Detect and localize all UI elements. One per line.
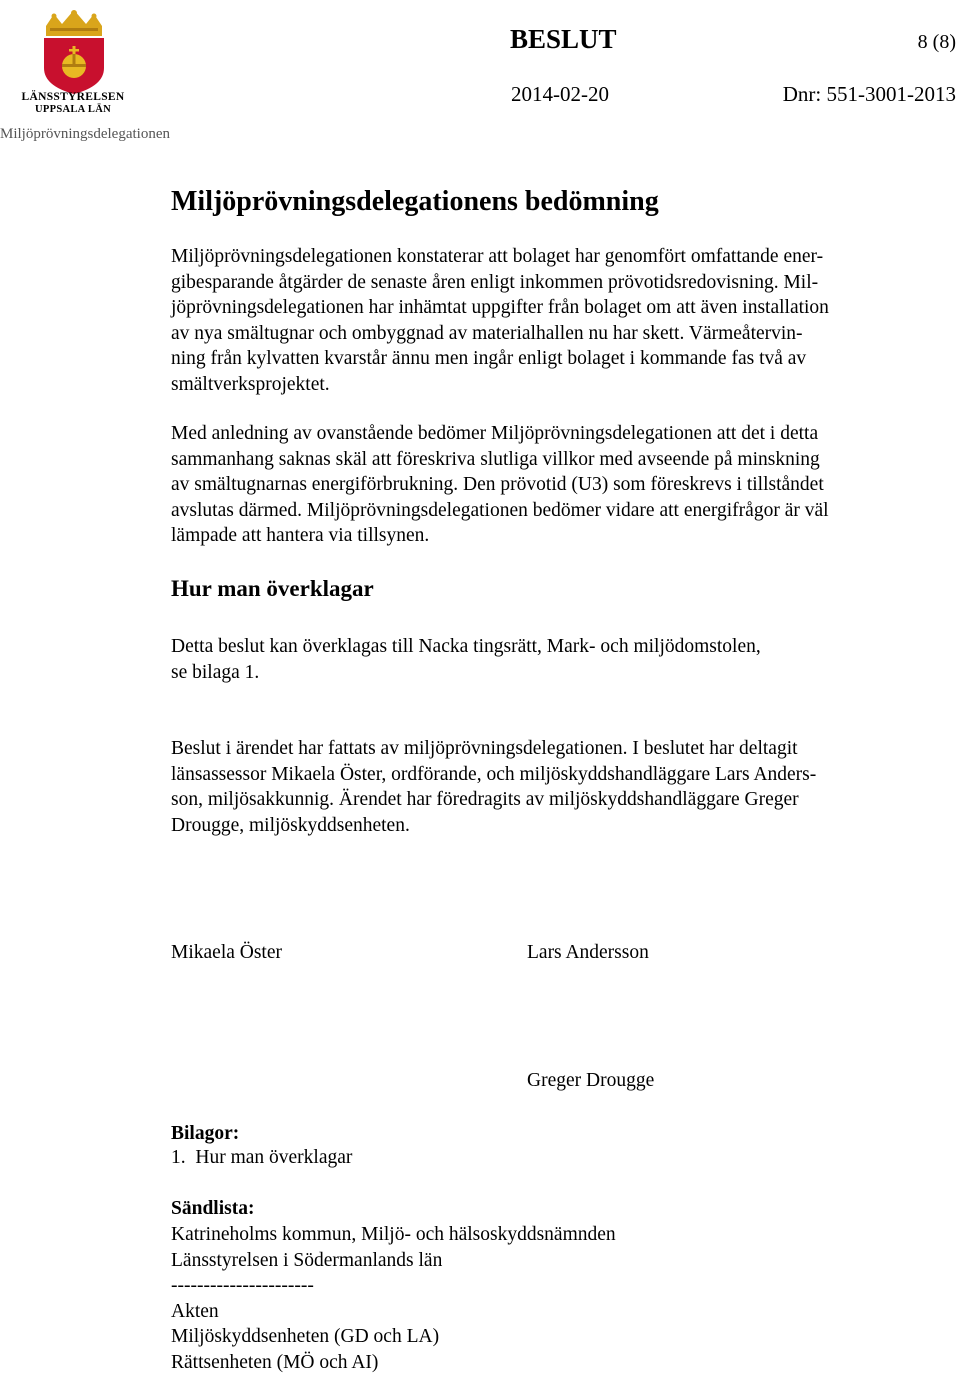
crown-icon bbox=[46, 10, 102, 36]
section-heading-assessment: Miljöprövningsdelegationens bedömning bbox=[171, 186, 659, 217]
text-line: smältverksprojektet. bbox=[171, 373, 330, 395]
text-line: lämpade att hantera via tillsynen. bbox=[171, 525, 430, 547]
org-name: LÄNSSTYRELSEN bbox=[21, 91, 125, 103]
text-line: ning från kylvatten kvarstår ännu men ingår enligt bolaget i kommande fas två av bbox=[171, 348, 807, 370]
attachment-item: 1. Hur man överklagar bbox=[171, 1147, 353, 1168]
distribution-item: Miljöskyddsenheten (GD och LA) bbox=[171, 1326, 440, 1347]
text-line: son, miljösakkunnig. Ärendet har föredragits av miljöskyddshandläggare Greger bbox=[171, 789, 799, 811]
distribution-item: Rättsenheten (MÖ och AI) bbox=[171, 1351, 379, 1373]
text-line: länsassessor Mikaela Öster, ordförande, och miljöskyddshandläggare Lars Anders- bbox=[171, 763, 817, 785]
text-line: Beslut i ärendet har fattats av miljöprövningsdelegationen. I beslutet har deltagit bbox=[171, 738, 798, 759]
attachments-label: Bilagor: bbox=[171, 1123, 240, 1144]
distribution-label: Sändlista: bbox=[171, 1198, 255, 1219]
page-number: 8 (8) bbox=[917, 31, 956, 53]
paragraph-decision-makers bbox=[171, 736, 816, 838]
distribution-separator: ---------------------- bbox=[171, 1275, 314, 1296]
department-header: Miljöprövningsdelegationen bbox=[0, 126, 170, 142]
text-line: av smältugnarnas energiförbrukning. Den prövotid (U3) som föreskrevs i tillståndet bbox=[171, 474, 824, 496]
text-line: Detta beslut kan överklagas till Nacka tingsrätt, Mark- och miljödomstolen, bbox=[171, 636, 761, 657]
text-line: gibesparande åtgärder de senaste åren enligt inkommen prövotidsredovisning. Mil- bbox=[171, 271, 819, 293]
text-line: Drougge, miljöskyddsenheten. bbox=[171, 814, 410, 836]
text-line: sammanhang saknas skäl att föreskriva slutliga villkor med avseende på minskning bbox=[171, 448, 820, 470]
distribution-list bbox=[171, 1222, 616, 1375]
paragraph-appeal bbox=[171, 634, 761, 685]
signature-greger-drougge: Greger Drougge bbox=[527, 1070, 655, 1091]
text-line: jöprövningsdelegationen har inhämtat uppgifter från bolaget om att även installation bbox=[171, 297, 829, 319]
org-region: UPPSALA LÄN bbox=[35, 104, 111, 115]
document-type: BESLUT bbox=[510, 24, 617, 54]
document-dnr: Dnr: 551-3001-2013 bbox=[782, 82, 956, 106]
distribution-item: Katrineholms kommun, Miljö- och hälsoskyddsnämnden bbox=[171, 1224, 616, 1245]
section-heading-appeal: Hur man överklagar bbox=[171, 576, 374, 601]
text-line: Miljöprövningsdelegationen konstaterar att bolaget har genomfört omfattande ener- bbox=[171, 246, 824, 267]
paragraph-assessment-1 bbox=[171, 244, 829, 398]
text-line: se bilaga 1. bbox=[171, 661, 260, 683]
signature-lars-andersson: Lars Andersson bbox=[527, 942, 649, 963]
text-line: av nya smältugnar och ombyggnad av materialhallen nu har skett. Värmeåtervin- bbox=[171, 322, 803, 344]
text-line: avslutas därmed. Miljöprövningsdelegationen bedömer vidare att energifrågor är väl bbox=[171, 499, 829, 521]
text-line: Med anledning av ovanstående bedömer Miljöprövningsdelegationen att det i detta bbox=[171, 423, 819, 444]
signature-mikaela-oster: Mikaela Öster bbox=[171, 942, 283, 963]
paragraph-assessment-2 bbox=[171, 421, 829, 549]
document-date: 2014-02-20 bbox=[511, 82, 609, 106]
distribution-item: Akten bbox=[171, 1300, 219, 1322]
shield-icon bbox=[44, 38, 104, 94]
distribution-item: Länsstyrelsen i Södermanlands län bbox=[171, 1249, 443, 1271]
